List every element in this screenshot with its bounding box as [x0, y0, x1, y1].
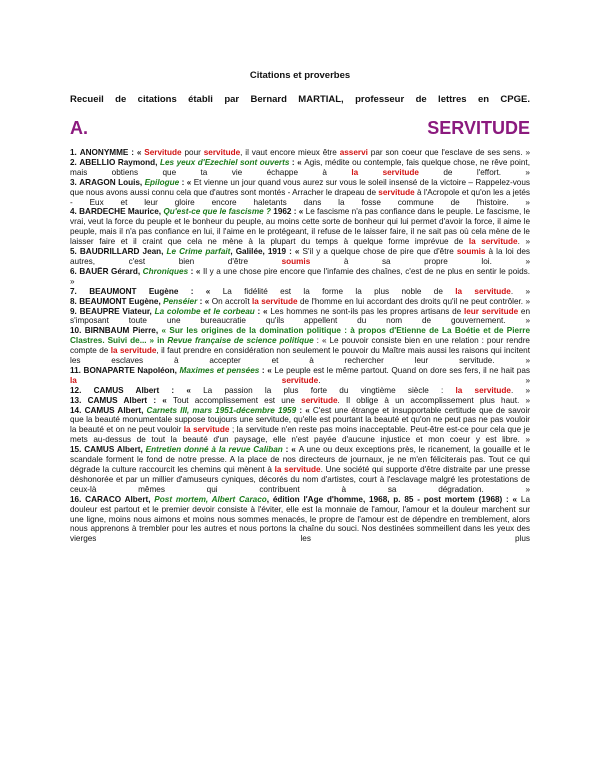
entry-number: 12. [70, 385, 82, 395]
quotation-text: La passion la plus forte du vingtième siècle : [203, 385, 456, 395]
quotation-text: en s'imposant toute une bureaucratie qu'ils appellent du nom de gouvernement. » [70, 306, 531, 326]
entry-reference: « Sur les origines de la domination politique : à propos d'Etienne de La Boétie et de Pierre Clastres. Suivi de... » in [70, 326, 530, 346]
quotation-entry [70, 148, 530, 158]
entry-source-details: : « [128, 148, 145, 157]
entry-author: CARACO Albert, [85, 494, 155, 504]
quotation-text: S'il y a quelque chose de pire que d'être [302, 247, 457, 257]
entry-source: Chroniques [142, 266, 189, 276]
highlighted-keyword: soumis [281, 256, 311, 266]
entry-number: 13. [70, 395, 82, 405]
quotation-text: . » [318, 375, 530, 385]
entry-reference: Revue française de science politique [167, 336, 314, 346]
entry-source-details: : « [159, 385, 204, 395]
entry-author: ABELLIO Raymond, [79, 157, 160, 167]
highlighted-keyword: la servitude [455, 286, 511, 296]
quotation-entry [70, 247, 530, 267]
entry-source-details: : « [289, 157, 305, 167]
highlighted-keyword: la servitude [274, 465, 321, 474]
entry-author: BIRNBAUM Pierre, [84, 326, 162, 336]
entry-number: 4. [70, 207, 77, 217]
quotation-text: à sa propre loi. » [310, 256, 530, 266]
entry-source: Carnets III, mars 1951-décembre 1959 [146, 405, 297, 415]
highlighted-keyword: leur servitude [463, 306, 519, 316]
entry-number: 15. [70, 445, 82, 455]
quotation-entry [70, 207, 530, 247]
quotation-text: Tout accomplissement est une [173, 395, 302, 405]
quotation-entry [70, 297, 530, 307]
quotation-text: par son coeur que l'esclave de ses sens. » [367, 148, 531, 157]
entry-number: 11. [70, 365, 81, 375]
entry-author: BEAUMONT Eugène [89, 286, 179, 296]
highlighted-keyword: Servitude [144, 148, 182, 157]
quotation-entry [70, 386, 530, 396]
entry-source: Penséier [163, 296, 198, 306]
highlighted-keyword: servitude [301, 395, 338, 405]
quotation-text: de l'effort. » [418, 167, 530, 177]
highlighted-keyword: la servitude [251, 296, 298, 306]
quotation-text: , il faut prendre en considération non seulement le pouvoir du Maître mais aussi les raisons qui incitent les esclaves à accepter et à rechercher leur servitude. » [70, 346, 530, 366]
entry-author: CAMUS Albert [93, 385, 160, 395]
quotation-text: Le peuple est le même partout. Quand on dore ses fers, il ne hait pas [274, 365, 530, 375]
highlighted-keyword: soumis [456, 247, 486, 257]
entry-source-details: : « [178, 286, 223, 296]
entry-number: 10. [70, 326, 82, 336]
quotation-text: ; la servitude n'en reste pas moins inacceptable. Peut-être est-ce pour cela que je mets au-dessus de tout la beauté d'un paysage, elle n'est payée d'aucune injustice et mon coeur y est libre. » [70, 425, 530, 445]
entry-source: La colombe et le corbeau [154, 306, 255, 316]
entry-number: 7. [70, 286, 77, 296]
entry-source: Entretien donné à la revue Caliban [145, 445, 283, 455]
entry-source: Qu'est-ce que le fascisme ? [163, 207, 271, 217]
entry-source: Les yeux d'Ezechiel sont ouverts [159, 157, 290, 167]
highlighted-keyword: la servitude [110, 346, 157, 356]
entry-author: BEAUPRE Viateur, [79, 306, 155, 316]
quotation-text: C'est une étrange et insupportable certitude que de savoir que la beauté monumentale suppose toujours une servitude, qu'elle est pourtant la beauté et qu'on ne peut pas ne pas vouloir la beauté et on ne peut vouloir [70, 405, 531, 435]
quotation-text: . » [517, 237, 531, 247]
quotation-list [70, 148, 530, 544]
entry-source: Post mortem, Albert Caraco [154, 494, 267, 504]
quotation-text: Il y a une chose pire encore que l'infamie des chaînes, c'est de ne plus en sentir le poids. » [70, 266, 531, 286]
quotation-entry [70, 307, 530, 327]
quotation-text: La douleur est partout et le premier devoir consiste à l'éviter, elle est la monnaie de l'amour, l'amour et la douleur marchent sur une ligne, moins nous aimons et moins nous sommes menacés, le propre de l'amour est de dépendre en tremblement, alors nous apprenons à trembler pour les autres et nous portons la chaîne du souci. Nos destinées sommeillent dans les yeux des vierges les plus [70, 494, 531, 544]
highlighted-keyword: la servitude [468, 237, 518, 247]
section-letter: A. [70, 118, 88, 138]
quotation-text: . » [510, 385, 530, 395]
quotation-entry [70, 406, 530, 446]
highlighted-keyword: servitude [378, 187, 415, 197]
entry-number: 8. [70, 296, 77, 306]
quotation-entry [70, 287, 530, 297]
highlighted-keyword: la servitude [455, 385, 511, 395]
quotation-entry [70, 445, 530, 495]
entry-source: Epilogue [144, 177, 180, 187]
quotation-text: , il vaut encore mieux être [240, 148, 340, 157]
quotation-text: . Une société qui supporte d'être distraite par une presse déshonorée et par un millier d'amuseurs cyniques, décorés du nom d'artistes, court à l'esclavage malgré les protestations de ceux-là mêmes qui contribuent à sa dégradation. » [70, 465, 530, 494]
entry-author: BAUËR Gérard, [79, 266, 143, 276]
section-heading [70, 118, 530, 142]
entry-source-details: : « [254, 306, 271, 316]
document-intro: Recueil de citations établi par Bernard MARTIAL, professeur de lettres en CPGE. [70, 94, 530, 105]
entry-number: 9. [70, 306, 77, 316]
entry-number: 1. [70, 148, 77, 157]
entry-author: BONAPARTE Napoléon, [83, 365, 180, 375]
entry-number: 5. [70, 247, 77, 257]
quotation-text: Agis, médite ou contemple, fais quelque chose, ne rêve point, mais obtiens que ta vie échappe à [70, 157, 530, 177]
quotation-text: Les hommes ne sont-ils pas les propres artisans de [270, 306, 464, 316]
entry-source-details: : « [179, 177, 194, 187]
entry-author: ANONYMME [79, 148, 129, 157]
document-title: Citations et proverbes [249, 70, 351, 81]
entry-number: 16. [70, 494, 82, 504]
entry-source-details: , Galilée, 1919 : « [230, 247, 303, 257]
entry-author: BEAUMONT Eugène, [79, 296, 164, 306]
entry-author: CAMUS Albert, [84, 445, 146, 455]
entry-author: CAMUS Albert [87, 395, 148, 405]
highlighted-keyword: la servitude [351, 167, 419, 177]
quotation-entry [70, 158, 530, 178]
entry-source-details: , édition l'Age d'homme, 1968, p. 85 - post mortem (1968) : « [266, 494, 521, 504]
section-theme: SERVITUDE [427, 118, 530, 138]
entry-source: Maximes et pensées [179, 365, 260, 375]
entry-source-details: : « [147, 395, 174, 405]
quotation-text: Le fascisme n'a pas confiance dans le peuple. Le fascisme, le vrai, veut la force du peuple et le bonheur du peuple, au moins cette sorte de bonheur qui lui permet d'avoir la force, il aime le peuple, mais il n'a pas confiance en lui, il l'aime en le protégeant, il refuse de le laisser faire, il ne sait pas où cela mène de le laisser faire et il craint que cela ne mène à la plupart du temps à quelque forme imprévue de [70, 207, 530, 247]
entry-number: 2. [70, 157, 77, 167]
entry-source-details: : « [197, 296, 212, 306]
entry-number: 6. [70, 266, 77, 276]
quotation-text: . Il oblige à un accomplissement plus haut. » [337, 395, 531, 405]
highlighted-keyword: asservi [339, 148, 368, 157]
entry-author: BAUDRILLARD Jean, [79, 247, 167, 257]
quotation-text: de l'homme en lui accordant des droits qu'il ne peut contrôler. » [297, 296, 531, 306]
quotation-text: . » [510, 286, 530, 296]
quotation-text: On accroît [211, 296, 252, 306]
entry-author: BARDECHE Maurice, [79, 207, 164, 217]
entry-number: 14. [70, 405, 82, 415]
entry-source-details: : « [296, 405, 313, 415]
entry-source-details: : « [282, 445, 299, 455]
entry-author: CAMUS Albert, [84, 405, 147, 415]
entry-source-details: 1962 : « [270, 207, 306, 217]
quotation-entry [70, 366, 530, 386]
entry-number: 3. [70, 177, 77, 187]
quotation-text: : « Le pouvoir consiste bien en une relation : pour rendre compte de [70, 336, 530, 356]
quotation-text: La fidélité est la forme la plus noble de [222, 286, 456, 296]
entry-source-details: : « [188, 266, 203, 276]
quotation-text: à l'Acropole et qu'on les a jetés - Eux et leur gloire encore haletants dans la fosse commune de l'histoire. » [70, 187, 530, 207]
quotation-text: pour [181, 148, 204, 157]
quotation-entry [70, 326, 530, 366]
highlighted-keyword: servitude [203, 148, 241, 157]
quotation-entry [70, 495, 530, 545]
quotation-entry [70, 178, 530, 208]
quotation-text: A une ou deux exceptions près, le ricanement, la gouaille et le scandale forment le fond de notre presse. A la place de nos directeurs de journaux, je ne m'en féliciterais pas. Tout ce qui dégrade la culture raccourcit les chemins qui mènent à [70, 445, 531, 474]
quotation-text: à la loi des autres, c'est bien d'être [70, 247, 530, 266]
highlighted-keyword: la servitude [183, 425, 230, 435]
quotation-text: Et vienne un jour quand vous aurez sur vous le soleil insensé de la victoire – Rappelez-vous que nous avons aussi connu cela que d'autres sont montés - Arracher le drapeau de [70, 177, 531, 197]
quotation-entry [70, 267, 530, 287]
entry-source: Le Crime parfait [166, 247, 231, 257]
entry-source-details: : « [259, 365, 275, 375]
highlighted-keyword: la servitude [70, 375, 319, 385]
entry-author: ARAGON Louis, [79, 177, 145, 187]
quotation-entry [70, 396, 530, 406]
